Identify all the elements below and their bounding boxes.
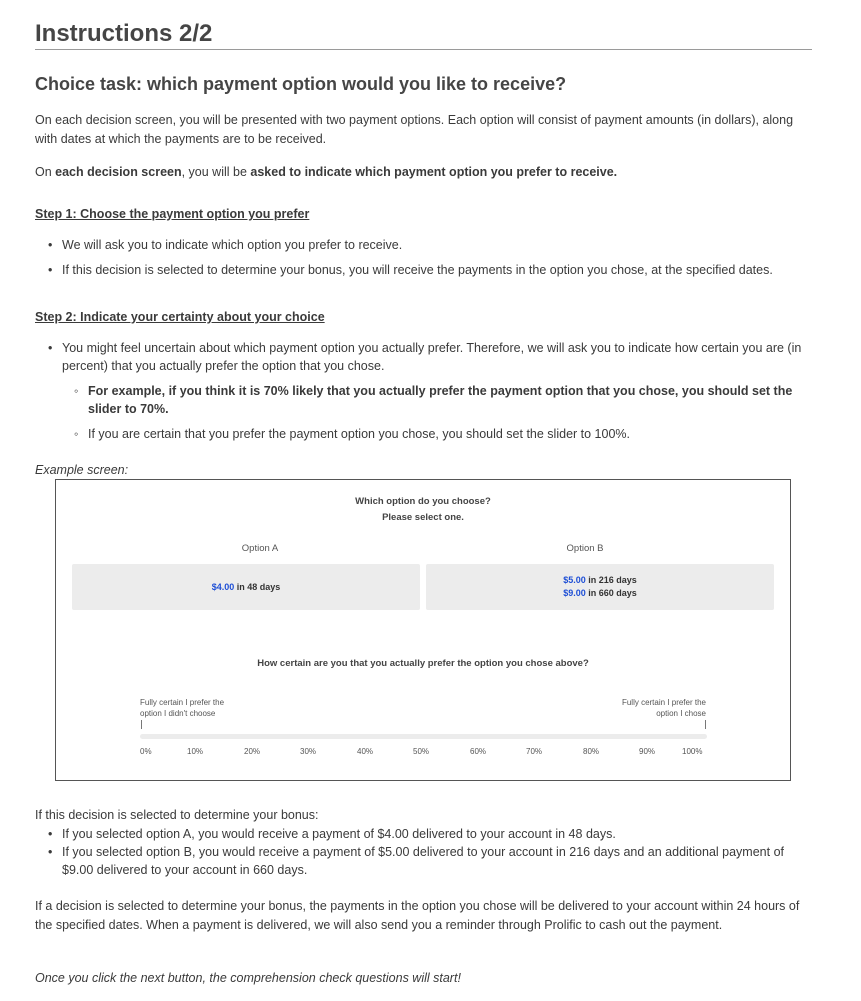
bonus-intro: If this decision is selected to determine your bonus:: [35, 808, 319, 822]
example-label: Example screen:: [35, 463, 129, 477]
slider-tick-label: 10%: [187, 747, 204, 756]
list-item: • If this decision is selected to determine your bonus, you will receive the payments in the option you chose, at the specified dates.: [48, 263, 773, 277]
title-divider: [35, 49, 812, 50]
right-anchor-tick: [705, 720, 706, 729]
payment-line: $9.00 in 660 days: [563, 588, 637, 598]
certainty-slider[interactable]: [140, 734, 707, 739]
right-anchor-label: Fully certain I prefer the option I chose: [621, 698, 706, 718]
slider-tick-label: 50%: [413, 747, 430, 756]
slider-tick-label: 70%: [526, 747, 543, 756]
slider-tick-label: 60%: [470, 747, 487, 756]
intro-paragraph-1: On each decision screen, you will be presented with two payment options. Each option will consist of payment amounts (in dollars), along with dates at which the payments are to be received.: [35, 113, 794, 146]
list-item: • If you selected option A, you would receive a payment of $4.00 delivered to your account in 48 days.: [48, 827, 616, 841]
certainty-question: How certain are you that you actually prefer the option you chose above?: [257, 658, 589, 669]
list-item: • You might feel uncertain about which payment option you actually prefer. Therefore, we will ask you to indicate how certain you are (in percent) that you actually prefer the option that you chose.: [48, 341, 802, 373]
slider-tick-label: 30%: [300, 747, 317, 756]
step-1-heading: Step 1: Choose the payment option you prefer: [35, 207, 310, 221]
payment-line: $4.00 in 48 days: [211, 581, 281, 592]
payment-line: $5.00 in 216 days: [563, 575, 637, 585]
example-screen: [55, 479, 791, 781]
section-title: Choice task: which payment option would you like to receive?: [35, 74, 567, 94]
sub-list-item: ◦ If you are certain that you prefer the payment option you chose, you should set the slider to 100%.: [74, 427, 630, 441]
list-item: • We will ask you to indicate which option you prefer to receive.: [48, 238, 403, 252]
slider-tick-label: 20%: [244, 747, 261, 756]
option-a-button[interactable]: [72, 564, 420, 610]
slider-tick-label: 100%: [682, 747, 703, 756]
option-b-button[interactable]: [426, 564, 774, 610]
slider-tick-label: 80%: [583, 747, 600, 756]
option-a-label: Option A: [241, 543, 279, 554]
option-b-label: Option B: [566, 543, 604, 554]
left-anchor-label: Fully certain I prefer the option I didn't choose: [140, 698, 225, 718]
step-2-heading: Step 2: Indicate your certainty about your choice: [35, 310, 325, 324]
delivery-paragraph: If a decision is selected to determine your bonus, the payments in the option you chose will be delivered to your account within 24 hours of the specified dates. When a payment is delivered, we will also send you a reminder through Prolific to cash out the payment.: [35, 899, 800, 932]
slider-tick-label: 0%: [140, 747, 152, 756]
page-title: Instructions 2/2: [35, 20, 213, 47]
left-anchor-tick: [141, 720, 142, 729]
closing-note: Once you click the next button, the comprehension check questions will start!: [35, 971, 461, 985]
intro-paragraph-2: On each decision screen, you will be asked to indicate which payment option you prefer to receive.: [35, 165, 618, 179]
slider-tick-label: 40%: [357, 747, 374, 756]
choice-instruction: Please select one.: [382, 512, 464, 523]
sub-list-item: ◦ For example, if you think it is 70% likely that you actually prefer the payment option that you chose, you should set the slider to 70%.: [74, 384, 793, 416]
choice-question: Which option do you choose?: [355, 496, 491, 507]
list-item: • If you selected option B, you would receive a payment of $5.00 delivered to your account in 216 days and an additional payment of $9.00 delivered to your account in 660 days.: [48, 845, 784, 877]
slider-tick-label: 90%: [639, 747, 656, 756]
